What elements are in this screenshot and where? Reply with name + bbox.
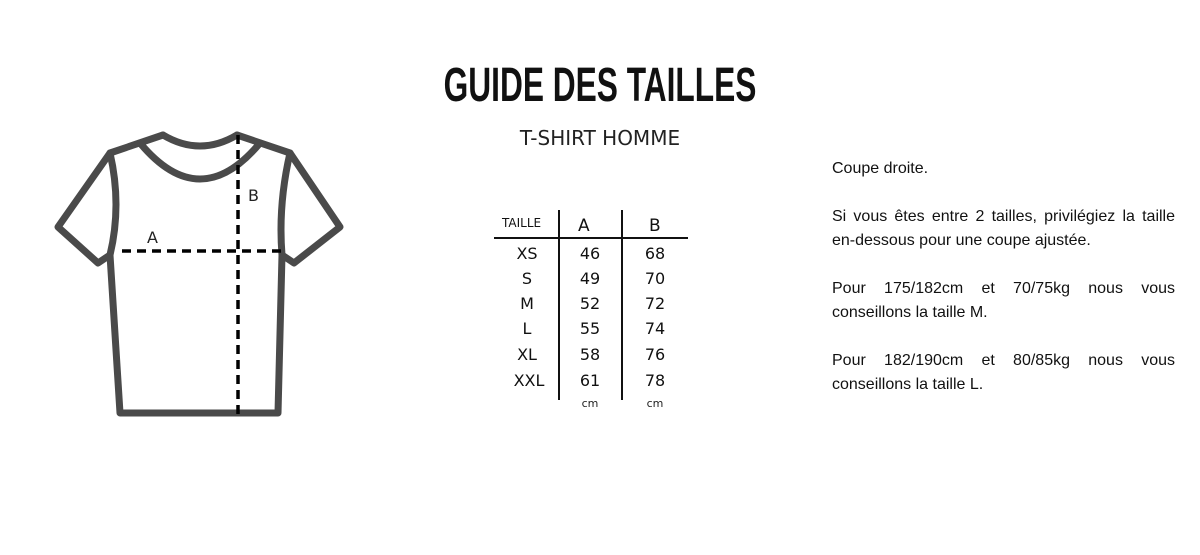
- measure-label-a: A: [147, 228, 158, 247]
- value-b-cell: 70: [644, 269, 666, 288]
- value-a-cell: 49: [579, 269, 601, 288]
- unit-b: cm: [646, 397, 664, 410]
- tshirt-outline-icon: [50, 125, 350, 430]
- value-b-cell: 68: [644, 244, 666, 263]
- size-cell: L: [522, 319, 532, 338]
- value-b-cell: 76: [644, 345, 666, 364]
- column-divider: [621, 210, 623, 400]
- size-cell: XS: [516, 244, 538, 263]
- size-cell: XXL: [513, 371, 545, 390]
- note-size-l: Pour 182/190cm et 80/85kg nous vous conseillons la taille L.: [832, 352, 1175, 393]
- size-cell: M: [520, 294, 534, 313]
- note-fit: Coupe droite.: [832, 160, 929, 177]
- value-a-cell: 55: [579, 319, 601, 338]
- header-b: B: [649, 216, 661, 236]
- unit-a: cm: [581, 397, 599, 410]
- column-divider: [558, 210, 560, 400]
- size-cell: XL: [517, 345, 537, 364]
- header-a: A: [578, 216, 590, 236]
- header-divider: [494, 237, 688, 239]
- value-a-cell: 61: [579, 371, 601, 390]
- value-a-cell: 46: [579, 244, 601, 263]
- size-cell: S: [521, 269, 533, 288]
- page-subtitle: T-SHIRT HOMME: [519, 126, 681, 150]
- page-title: GUIDE DES TAILLES: [443, 59, 757, 112]
- measure-label-b: B: [248, 186, 259, 205]
- value-a-cell: 52: [579, 294, 601, 313]
- value-b-cell: 74: [644, 319, 666, 338]
- note-size-m: Pour 175/182cm et 70/75kg nous vous conseillons la taille M.: [832, 280, 1175, 321]
- note-between-sizes: Si vous êtes entre 2 tailles, privilégiez la taille en-dessous pour une coupe ajustée.: [832, 208, 1175, 249]
- header-taille: TAILLE: [502, 216, 542, 230]
- value-b-cell: 72: [644, 294, 666, 313]
- fit-notes: [832, 157, 1175, 421]
- size-table: [494, 208, 694, 418]
- value-b-cell: 78: [644, 371, 666, 390]
- value-a-cell: 58: [579, 345, 601, 364]
